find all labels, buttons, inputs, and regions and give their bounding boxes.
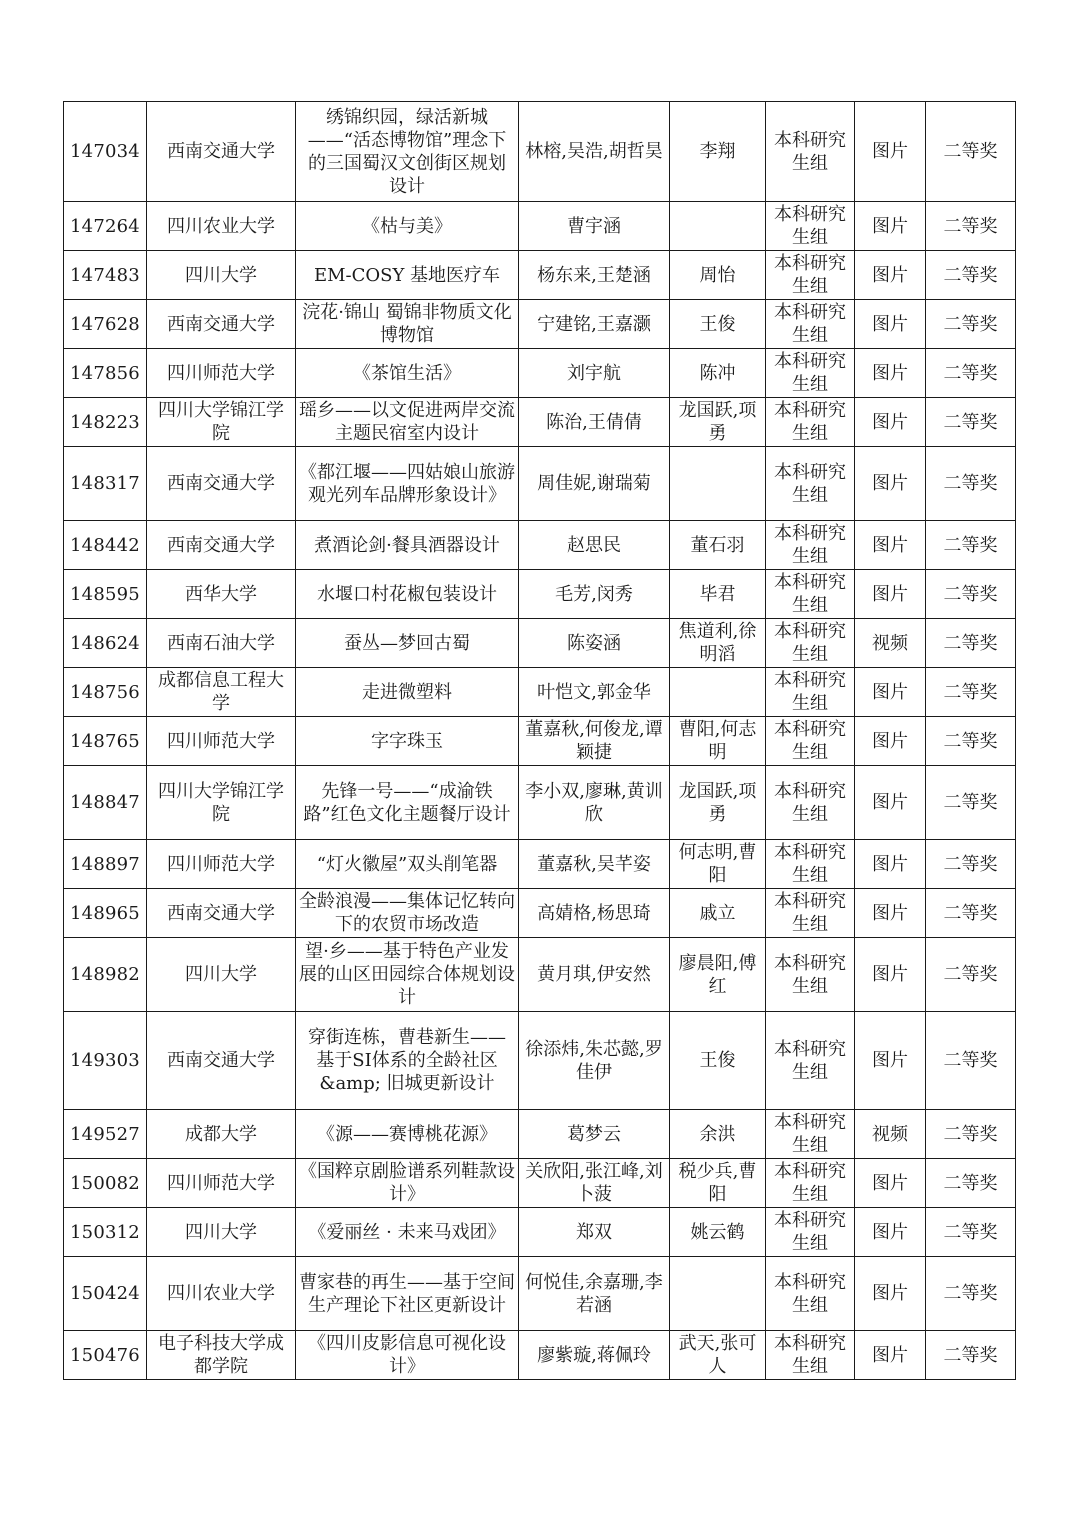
- work-title-cell: 字字珠玉: [296, 717, 519, 766]
- table-row: [64, 840, 1016, 889]
- award-cell: 二等奖: [926, 1110, 1016, 1159]
- table-row: [64, 521, 1016, 570]
- award-cell: 二等奖: [926, 717, 1016, 766]
- work-type-cell: 图片: [855, 1331, 926, 1380]
- authors-cell: 何悦佳,余嘉珊,李若涵: [519, 1257, 670, 1331]
- group-cell: 本科研究生组: [766, 349, 855, 398]
- advisor-cell: 周怡: [670, 251, 766, 300]
- advisor-cell: 何志明,曹阳: [670, 840, 766, 889]
- authors-cell: 关欣阳,张江峰,刘卜菠: [519, 1159, 670, 1208]
- work-type-cell: 图片: [855, 349, 926, 398]
- work-type-cell: 图片: [855, 1257, 926, 1331]
- awards-table: [63, 101, 1016, 1380]
- work-type-cell: 图片: [855, 1159, 926, 1208]
- work-type-cell: 图片: [855, 570, 926, 619]
- school-cell: 西华大学: [147, 570, 296, 619]
- advisor-cell: [670, 447, 766, 521]
- table-row: [64, 619, 1016, 668]
- entry-id-cell: 148847: [64, 766, 147, 840]
- school-cell: 四川大学: [147, 938, 296, 1012]
- work-title-cell: 绣锦织园，绿活新城——“活态博物馆”理念下的三国蜀汉文创街区规划设计: [296, 102, 519, 202]
- authors-cell: 郑双: [519, 1208, 670, 1257]
- award-cell: 二等奖: [926, 102, 1016, 202]
- advisor-cell: 董石羽: [670, 521, 766, 570]
- table-row: [64, 1208, 1016, 1257]
- work-title-cell: 《国粹京剧脸谱系列鞋款设计》: [296, 1159, 519, 1208]
- awards-table-body: [64, 102, 1016, 1380]
- school-cell: 四川农业大学: [147, 1257, 296, 1331]
- work-title-cell: 《四川皮影信息可视化设计》: [296, 1331, 519, 1380]
- group-cell: 本科研究生组: [766, 717, 855, 766]
- school-cell: 四川大学: [147, 251, 296, 300]
- table-row: [64, 447, 1016, 521]
- advisor-cell: 王俊: [670, 300, 766, 349]
- school-cell: 四川师范大学: [147, 1159, 296, 1208]
- group-cell: 本科研究生组: [766, 619, 855, 668]
- entry-id-cell: 149527: [64, 1110, 147, 1159]
- award-cell: 二等奖: [926, 570, 1016, 619]
- table-row: [64, 668, 1016, 717]
- work-title-cell: 浣花·锦山 蜀锦非物质文化博物馆: [296, 300, 519, 349]
- school-cell: 西南交通大学: [147, 1012, 296, 1110]
- group-cell: 本科研究生组: [766, 202, 855, 251]
- entry-id-cell: 150424: [64, 1257, 147, 1331]
- award-cell: 二等奖: [926, 889, 1016, 938]
- school-cell: 四川农业大学: [147, 202, 296, 251]
- group-cell: 本科研究生组: [766, 570, 855, 619]
- advisor-cell: 廖晨阳,傅红: [670, 938, 766, 1012]
- table-row: [64, 1257, 1016, 1331]
- advisor-cell: 王俊: [670, 1012, 766, 1110]
- work-title-cell: 《枯与美》: [296, 202, 519, 251]
- work-type-cell: 图片: [855, 938, 926, 1012]
- work-type-cell: 图片: [855, 889, 926, 938]
- work-title-cell: 《源——赛博桃花源》: [296, 1110, 519, 1159]
- school-cell: 西南交通大学: [147, 447, 296, 521]
- advisor-cell: 姚云鹤: [670, 1208, 766, 1257]
- table-row: [64, 349, 1016, 398]
- entry-id-cell: 148624: [64, 619, 147, 668]
- award-cell: 二等奖: [926, 938, 1016, 1012]
- group-cell: 本科研究生组: [766, 1012, 855, 1110]
- entry-id-cell: 148223: [64, 398, 147, 447]
- award-cell: 二等奖: [926, 1012, 1016, 1110]
- advisor-cell: 戚立: [670, 889, 766, 938]
- group-cell: 本科研究生组: [766, 1159, 855, 1208]
- advisor-cell: [670, 668, 766, 717]
- school-cell: 西南交通大学: [147, 521, 296, 570]
- award-cell: 二等奖: [926, 349, 1016, 398]
- advisor-cell: 税少兵,曹阳: [670, 1159, 766, 1208]
- work-type-cell: 图片: [855, 521, 926, 570]
- work-type-cell: 图片: [855, 202, 926, 251]
- group-cell: 本科研究生组: [766, 1257, 855, 1331]
- table-row: [64, 1012, 1016, 1110]
- group-cell: 本科研究生组: [766, 889, 855, 938]
- authors-cell: 葛梦云: [519, 1110, 670, 1159]
- work-title-cell: 走进微塑料: [296, 668, 519, 717]
- entry-id-cell: 148756: [64, 668, 147, 717]
- table-row: [64, 398, 1016, 447]
- work-type-cell: 图片: [855, 840, 926, 889]
- work-title-cell: 先锋一号——“成渝铁路”红色文化主题餐厅设计: [296, 766, 519, 840]
- work-type-cell: 视频: [855, 619, 926, 668]
- group-cell: 本科研究生组: [766, 521, 855, 570]
- work-type-cell: 图片: [855, 717, 926, 766]
- entry-id-cell: 147483: [64, 251, 147, 300]
- group-cell: 本科研究生组: [766, 447, 855, 521]
- advisor-cell: 龙国跃,项勇: [670, 398, 766, 447]
- group-cell: 本科研究生组: [766, 1331, 855, 1380]
- school-cell: 西南交通大学: [147, 300, 296, 349]
- advisor-cell: 龙国跃,项勇: [670, 766, 766, 840]
- authors-cell: 董嘉秋,何俊龙,谭颖捷: [519, 717, 670, 766]
- authors-cell: 林榕,吴浩,胡哲昊: [519, 102, 670, 202]
- authors-cell: 叶恺文,郭金华: [519, 668, 670, 717]
- award-cell: 二等奖: [926, 251, 1016, 300]
- work-type-cell: 图片: [855, 1208, 926, 1257]
- entry-id-cell: 148765: [64, 717, 147, 766]
- group-cell: 本科研究生组: [766, 398, 855, 447]
- school-cell: 四川大学: [147, 1208, 296, 1257]
- work-title-cell: 穿街连栋，曹巷新生——基于SI体系的全龄社区 &amp; 旧城更新设计: [296, 1012, 519, 1110]
- school-cell: 四川师范大学: [147, 349, 296, 398]
- work-title-cell: 《爱丽丝 · 未来马戏团》: [296, 1208, 519, 1257]
- school-cell: 四川师范大学: [147, 717, 296, 766]
- advisor-cell: 曹阳,何志明: [670, 717, 766, 766]
- table-row: [64, 102, 1016, 202]
- authors-cell: 刘宇航: [519, 349, 670, 398]
- award-cell: 二等奖: [926, 668, 1016, 717]
- entry-id-cell: 148897: [64, 840, 147, 889]
- table-row: [64, 251, 1016, 300]
- award-cell: 二等奖: [926, 521, 1016, 570]
- work-title-cell: 瑶乡——以文促进两岸交流主题民宿室内设计: [296, 398, 519, 447]
- work-title-cell: 全龄浪漫——集体记忆转向下的农贸市场改造: [296, 889, 519, 938]
- entry-id-cell: 147034: [64, 102, 147, 202]
- table-row: [64, 570, 1016, 619]
- advisor-cell: 焦道利,徐明滔: [670, 619, 766, 668]
- group-cell: 本科研究生组: [766, 1110, 855, 1159]
- award-cell: 二等奖: [926, 840, 1016, 889]
- table-row: [64, 202, 1016, 251]
- group-cell: 本科研究生组: [766, 102, 855, 202]
- entry-id-cell: 147628: [64, 300, 147, 349]
- entry-id-cell: 149303: [64, 1012, 147, 1110]
- advisor-cell: 武天,张可人: [670, 1331, 766, 1380]
- school-cell: 西南石油大学: [147, 619, 296, 668]
- work-type-cell: 视频: [855, 1110, 926, 1159]
- table-row: [64, 1331, 1016, 1380]
- school-cell: 四川大学锦江学院: [147, 398, 296, 447]
- work-type-cell: 图片: [855, 1012, 926, 1110]
- entry-id-cell: 148442: [64, 521, 147, 570]
- work-title-cell: 蚕丛—梦回古蜀: [296, 619, 519, 668]
- group-cell: 本科研究生组: [766, 668, 855, 717]
- entry-id-cell: 148965: [64, 889, 147, 938]
- table-row: [64, 938, 1016, 1012]
- authors-cell: 宁建铭,王嘉灏: [519, 300, 670, 349]
- advisor-cell: 余洪: [670, 1110, 766, 1159]
- work-title-cell: 煮酒论剑·餐具酒器设计: [296, 521, 519, 570]
- authors-cell: 曹宇涵: [519, 202, 670, 251]
- school-cell: 成都信息工程大学: [147, 668, 296, 717]
- advisor-cell: 李翔: [670, 102, 766, 202]
- authors-cell: 高婧格,杨思琦: [519, 889, 670, 938]
- authors-cell: 赵思民: [519, 521, 670, 570]
- group-cell: 本科研究生组: [766, 938, 855, 1012]
- school-cell: 成都大学: [147, 1110, 296, 1159]
- work-type-cell: 图片: [855, 102, 926, 202]
- entry-id-cell: 150312: [64, 1208, 147, 1257]
- table-row: [64, 1110, 1016, 1159]
- entry-id-cell: 148317: [64, 447, 147, 521]
- group-cell: 本科研究生组: [766, 840, 855, 889]
- table-row: [64, 766, 1016, 840]
- entry-id-cell: 150082: [64, 1159, 147, 1208]
- work-title-cell: 《茶馆生活》: [296, 349, 519, 398]
- entry-id-cell: 147264: [64, 202, 147, 251]
- entry-id-cell: 148982: [64, 938, 147, 1012]
- work-title-cell: EM-COSY 基地医疗车: [296, 251, 519, 300]
- entry-id-cell: 150476: [64, 1331, 147, 1380]
- school-cell: 电子科技大学成都学院: [147, 1331, 296, 1380]
- work-type-cell: 图片: [855, 668, 926, 717]
- school-cell: 四川大学锦江学院: [147, 766, 296, 840]
- authors-cell: 董嘉秋,吴芊姿: [519, 840, 670, 889]
- award-cell: 二等奖: [926, 619, 1016, 668]
- award-cell: 二等奖: [926, 766, 1016, 840]
- group-cell: 本科研究生组: [766, 300, 855, 349]
- award-cell: 二等奖: [926, 398, 1016, 447]
- group-cell: 本科研究生组: [766, 251, 855, 300]
- school-cell: 西南交通大学: [147, 889, 296, 938]
- award-cell: 二等奖: [926, 1257, 1016, 1331]
- work-type-cell: 图片: [855, 447, 926, 521]
- authors-cell: 黄月琪,伊安然: [519, 938, 670, 1012]
- advisor-cell: 毕君: [670, 570, 766, 619]
- work-title-cell: “灯火徽屋”双头削笔器: [296, 840, 519, 889]
- award-cell: 二等奖: [926, 1331, 1016, 1380]
- table-row: [64, 889, 1016, 938]
- authors-cell: 周佳妮,谢瑞菊: [519, 447, 670, 521]
- authors-cell: 李小双,廖琳,黄训欣: [519, 766, 670, 840]
- advisor-cell: [670, 1257, 766, 1331]
- work-title-cell: 曹家巷的再生——基于空间生产理论下社区更新设计: [296, 1257, 519, 1331]
- work-title-cell: 水堰口村花椒包装设计: [296, 570, 519, 619]
- table-row: [64, 717, 1016, 766]
- award-cell: 二等奖: [926, 447, 1016, 521]
- authors-cell: 廖紫璇,蒋佩玲: [519, 1331, 670, 1380]
- authors-cell: 杨东来,王楚涵: [519, 251, 670, 300]
- advisor-cell: [670, 202, 766, 251]
- work-title-cell: 《都江堰——四姑娘山旅游观光列车品牌形象设计》: [296, 447, 519, 521]
- authors-cell: 陈治,王倩倩: [519, 398, 670, 447]
- entry-id-cell: 148595: [64, 570, 147, 619]
- authors-cell: 陈姿涵: [519, 619, 670, 668]
- table-row: [64, 1159, 1016, 1208]
- award-cell: 二等奖: [926, 1159, 1016, 1208]
- authors-cell: 徐添炜,朱芯懿,罗佳伊: [519, 1012, 670, 1110]
- award-cell: 二等奖: [926, 202, 1016, 251]
- school-cell: 四川师范大学: [147, 840, 296, 889]
- work-type-cell: 图片: [855, 300, 926, 349]
- work-type-cell: 图片: [855, 398, 926, 447]
- work-type-cell: 图片: [855, 766, 926, 840]
- award-cell: 二等奖: [926, 1208, 1016, 1257]
- authors-cell: 毛芳,闵秀: [519, 570, 670, 619]
- table-row: [64, 300, 1016, 349]
- award-cell: 二等奖: [926, 300, 1016, 349]
- group-cell: 本科研究生组: [766, 766, 855, 840]
- work-title-cell: 望·乡——基于特色产业发展的山区田园综合体规划设计: [296, 938, 519, 1012]
- work-type-cell: 图片: [855, 251, 926, 300]
- entry-id-cell: 147856: [64, 349, 147, 398]
- advisor-cell: 陈冲: [670, 349, 766, 398]
- school-cell: 西南交通大学: [147, 102, 296, 202]
- group-cell: 本科研究生组: [766, 1208, 855, 1257]
